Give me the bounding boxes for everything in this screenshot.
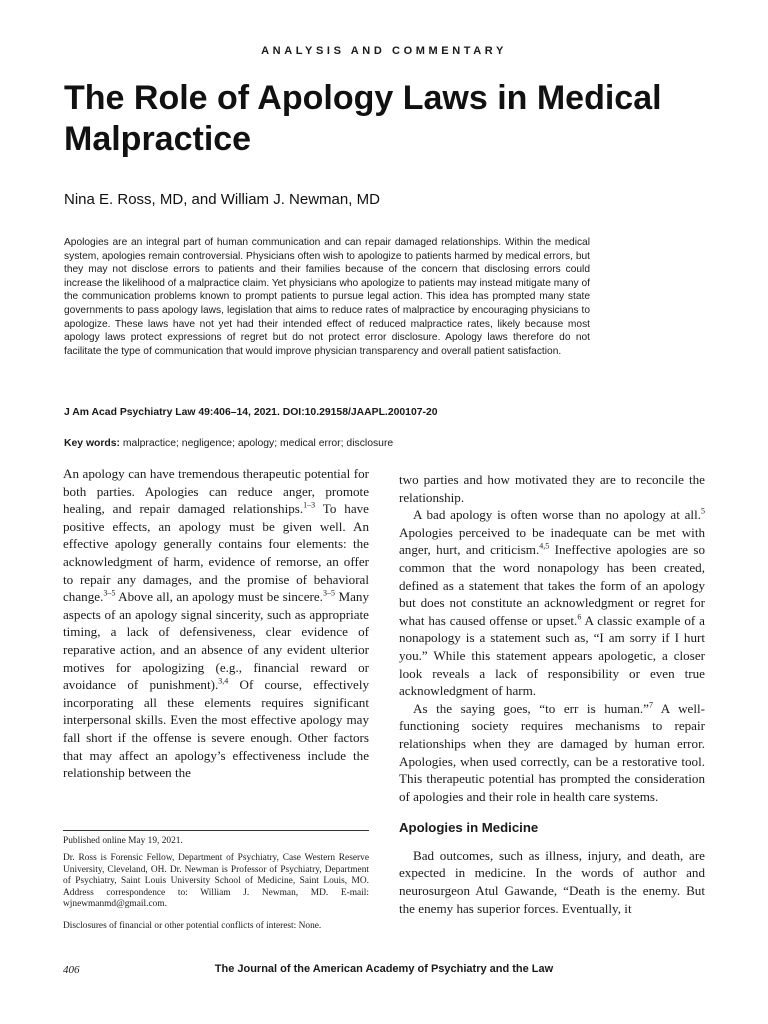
body-paragraph: An apology can have tremendous therapeutic potential for both parties. Apologies can reduce anger, promote healing, and repair damaged relationships.$^{1-3}$ To have positive effects, an apology must be given well. An effective apology generally contains four elements: the acknowledgment of harm, evidence of remorse, an offer to repair any damages, and the promise of behavioral change.$^{3-5}$ Above all, an apology must be sincere.$^{3-5}$ Many aspects of an apology signal sincerity, such as appropriate timing, a lack of defensiveness, clear evidence of reparative action, and an absence of any evident ulterior motives for apologizing (e.g., financial reward or avoidance of punishment).$^{3,4}$ Of course, effectively incorporating all these elements requires significant interpersonal skills. Even the most effective apology may fall short if the offense is severe enough. Other factors that may affect an apology’s effectiveness include the relationship between the [63,466,369,781]
section-heading: Apologies in Medicine [399,820,539,836]
footnote-divider [63,830,369,831]
keywords-label: Key words: [64,438,121,449]
reference-superscript: 7 [648,700,653,710]
reference-superscript: 4,5 [539,542,550,552]
body-column-right [399,471,705,917]
reference-superscript: 3–5 [103,588,116,598]
body-column-left [63,465,369,782]
reference-superscript: 6 [577,612,582,622]
reference-superscript: 3–5 [322,588,335,598]
reference-superscript: 1–3 [303,500,316,510]
page-number: 406 [63,964,80,976]
body-paragraph: A bad apology is often worse than no apology at all.$^5$ Apologies perceived to be inadequate can be met with anger, hurt, and criticism.$^{4,5}$ Ineffective apologies are so common that the word nonapology has been created, defined as a statement that takes the form of an apology but does not constitute an acknowledgment or regret for what has caused offense or upset.$^6$ A classic example of a nonapology is a statement such as, “I am sorry if I hurt you.” While this statement appears apologetic, a closer look reveals a lack of responsibility or even true acknowledgment of harm. [399,506,705,699]
footnote-affiliations: Dr. Ross is Forensic Fellow, Department of Psychiatry, Case Western Reserve University, Cleveland, OH. Dr. Newman is Professor of Psychiatry, Department of Psychiatry, Saint Louis University School of Medicine, Saint Louis, MO. Address correspondence to: William J. Newman, MD. E-mail: wjnewmanmd@gmail.com. [63,853,369,910]
article-abstract: Apologies are an integral part of human communication and can repair damaged relationships. Within the medical system, apologies remain controversial. Physicians often wish to apologize to patients harmed by medical errors, but they may not disclose errors to patients and their families because of the concern that disclosing errors could increase the likelihood of a malpractice claim. Yet physicians who apologize to patients may instead mitigate many of the communication problems known to prompt patients to pursue legal action. This idea has prompted many state governments to pass apology laws, legislation that aims to reduce rates of malpractice by encouraging physicians to apologize. These laws have not yet had their intended effect of reduced malpractice rates, likely because most apology laws protect expressions of regret but do not protect error disclosure. Apology laws therefore do not facilitate the type of communication that would improve physician transparency and overall patient satisfaction. [64,237,590,357]
article-keywords [64,438,393,449]
body-paragraph: As the saying goes, “to err is human.”$^7$ A well-functioning society requires mechanisms to repair relationships when they are damaged by human error. Apologies, when used correctly, can be a restorative tool. This therapeutic potential has prompted the consideration of apologies and their role in health care systems. [399,700,705,804]
footnote-published: Published online May 19, 2021. [63,836,183,846]
journal-name-footer: The Journal of the American Academy of Psychiatry and the Law [214,963,554,975]
reference-superscript: 3,4 [218,676,229,686]
footnote-disclosures: Disclosures of financial or other potential conflicts of interest: None. [63,921,322,931]
section-label: ANALYSIS AND COMMENTARY [261,45,507,57]
article-title: The Role of Apology Laws in Medical Malpractice [64,79,662,158]
article-authors: Nina E. Ross, MD, and William J. Newman, MD [64,191,380,208]
keywords-list: malpractice; negligence; apology; medical error; disclosure [122,438,394,449]
reference-superscript: 5 [701,506,705,516]
body-paragraph: two parties and how motivated they are to reconcile the relationship. [399,472,705,505]
body-paragraph: Bad outcomes, such as illness, injury, and death, are expected in medicine. In the words of author and neurosurgeon Atul Gawande, “Death is the enemy. But the enemy has superior forces. Eventually, it [399,847,705,916]
article-citation: J Am Acad Psychiatry Law 49:406–14, 2021. DOI:10.29158/JAAPL.200107-20 [64,407,438,418]
